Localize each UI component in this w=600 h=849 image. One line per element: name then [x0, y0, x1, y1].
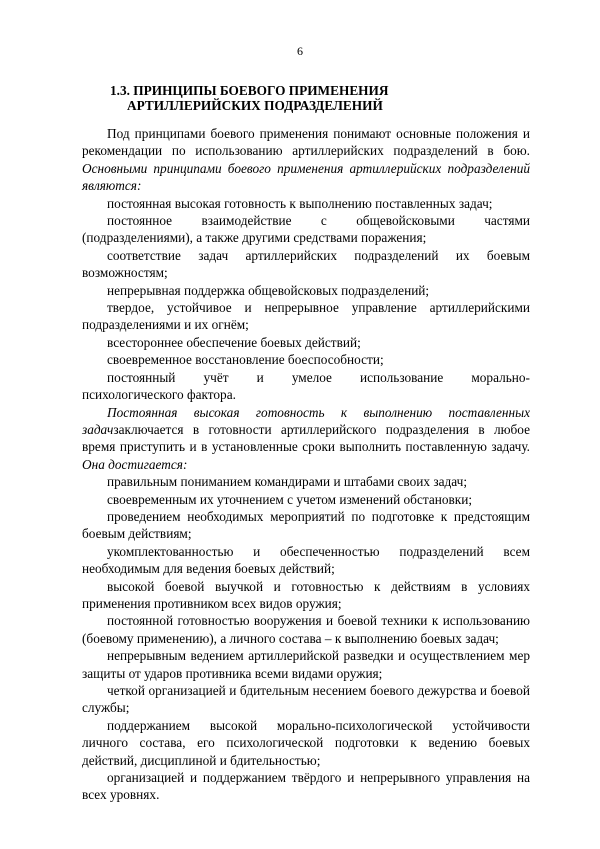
- principle-item: твердое, устойчивое и непрерывное управление артиллерийскими подразделениями и их огнём;: [82, 300, 530, 333]
- readiness-item: поддержанием высокой морально-психологической устойчивости личного состава, его психологической подготовки к ведению боевых действий, дисциплиной и бдительностью;: [82, 717, 530, 768]
- readiness-item: укомплектованностью и обеспеченностью подразделений всем необходимым для ведения боевых действий;: [82, 543, 530, 577]
- intro-italic: Основными принципами боевого применения артиллерийских подразделений являются:: [82, 160, 530, 194]
- heading-line-1: 1.3. ПРИНЦИПЫ БОЕВОГО ПРИМЕНЕНИЯ: [110, 83, 389, 98]
- word: и: [256, 369, 264, 385]
- word: учёт: [203, 369, 229, 385]
- principle-item-last: [82, 369, 530, 386]
- principle-item: постоянная высокая готовность к выполнению поставленных задач;: [107, 195, 493, 211]
- readiness-paragraph: [82, 404, 530, 474]
- intro-paragraph: [82, 125, 530, 195]
- principle-item: постоянное взаимодействие с общевойсковыми частями (подразделениями), а также другими средствами поражения;: [82, 213, 530, 246]
- intro-text: Под принципами боевого применения понимают основные положения и рекомендации по использованию артиллерийских подразделений в бою.: [82, 126, 530, 159]
- readiness-item: четкой организацией и бдительным несением боевого дежурства и боевой службы;: [82, 683, 530, 716]
- word: морально-: [471, 369, 530, 385]
- readiness-item: организацией и поддержанием твёрдого и непрерывного управления на всех уровнях.: [82, 770, 530, 803]
- readiness-item: непрерывным ведением артиллерийской разведки и осуществлением мер защиты от ударов противника всеми видами оружия;: [82, 648, 530, 681]
- principle-item: соответствие задач артиллерийских подразделений их боевым возможностям;: [82, 247, 530, 281]
- heading-line-2: АРТИЛЛЕРИЙСКИХ ПОДРАЗДЕЛЕНИЙ: [127, 98, 383, 113]
- document-body: [82, 125, 530, 804]
- section-heading: [110, 83, 530, 113]
- readiness-item: своевременным их уточнением с учетом изменений обстановки;: [107, 491, 473, 507]
- word: умелое: [291, 369, 332, 385]
- principle-item: непрерывная поддержка общевойсковых подразделений;: [107, 282, 430, 298]
- principle-item: своевременное восстановление боеспособности;: [107, 352, 384, 368]
- readiness-item: правильным пониманием командирами и штабами своих задач;: [107, 474, 468, 490]
- word: постоянный: [107, 369, 176, 385]
- principle-continuation: психологического фактора.: [82, 387, 236, 403]
- readiness-italic-2: Она достигается:: [82, 456, 188, 472]
- principle-item: всестороннее обеспечение боевых действий;: [107, 334, 361, 350]
- readiness-text: заключается в готовности артиллерийского подразделения в любое время приступить и в установленные сроки выполнить поставленную задачу.: [82, 421, 530, 455]
- word: использование: [360, 369, 444, 385]
- readiness-item: проведением необходимых мероприятий по подготовке к предстоящим боевым действиям;: [82, 508, 530, 542]
- page-number: 6: [297, 44, 303, 58]
- readiness-italic: Постоянная высокая готовность к выполнению поставленных задач: [82, 404, 530, 437]
- readiness-item: высокой боевой выучкой и готовностью к действиям в условиях применения противником всех видов оружия;: [82, 578, 530, 611]
- readiness-item: постоянной готовностью вооружения и боевой техники к использованию (боевому применению), а личного состава – к выполнению боевых задач;: [82, 613, 530, 646]
